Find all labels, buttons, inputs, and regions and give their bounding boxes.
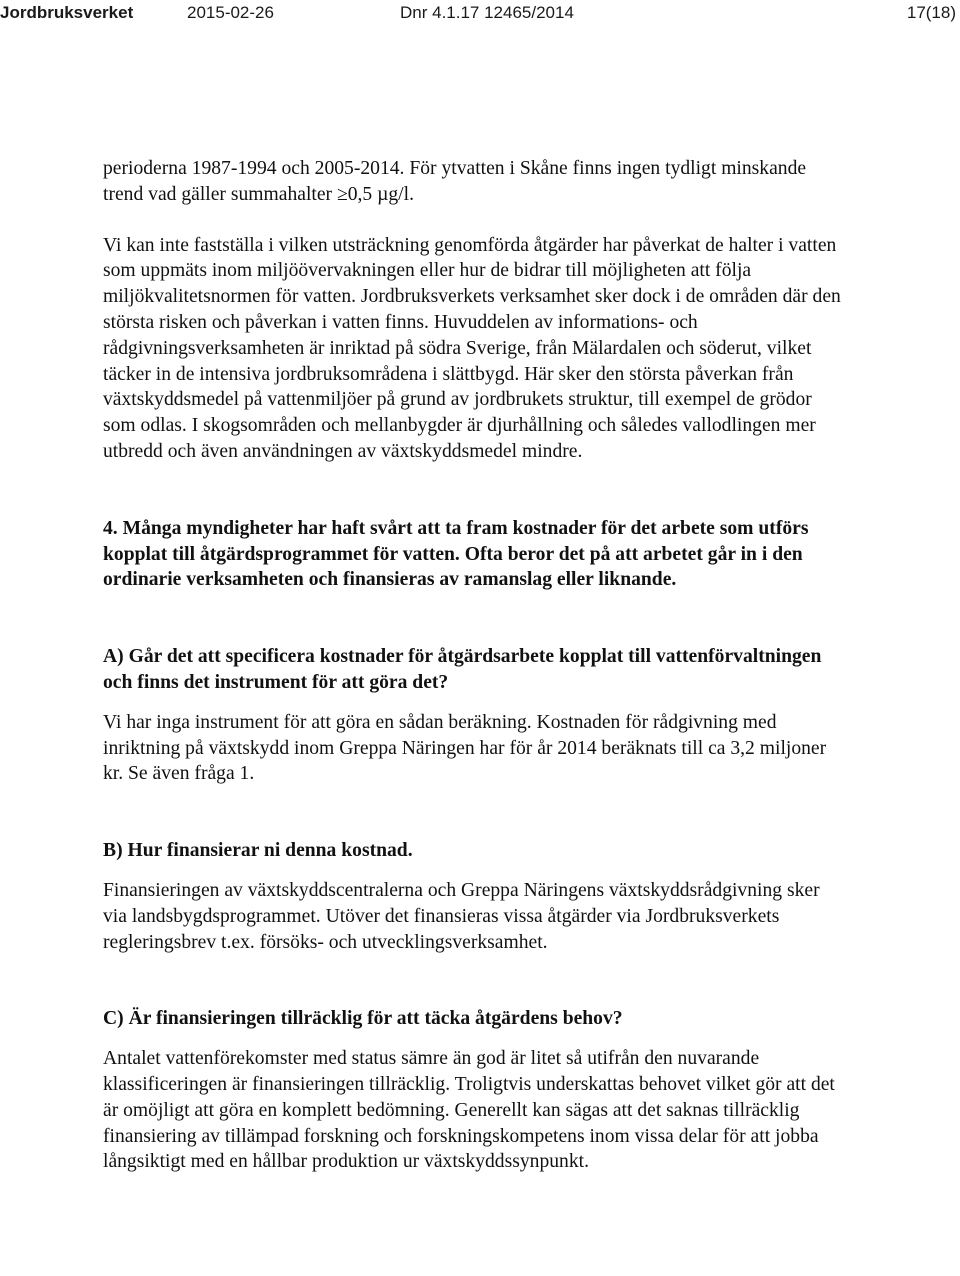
header-date: 2015-02-26 — [187, 3, 274, 22]
question-4c: C) Är finansieringen tillräcklig för att täcka åtgärdens behov? — [103, 1008, 623, 1030]
answer-4b: Finansieringen av växtskyddscentralerna och Greppa Näringens växtskyddsrådgivning sker via landsbygdsprogrammet. Utöver det finansieras vissa åtgärder via Jordbruksverkets regleringsbrev t.ex. försöks- och utvecklingsverksamhet. — [103, 879, 820, 953]
header-diary-number: Dnr 4.1.17 12465/2014 — [400, 3, 574, 22]
header-organization: Jordbruksverket — [0, 3, 134, 22]
question-4b: B) Hur finansierar ni denna kostnad. — [103, 840, 413, 862]
paragraph-measures-impact: Vi kan inte fastställa i vilken utsträckning genomförda åtgärder har påverkat de halter i vatten som uppmäts inom miljöövervakningen eller hur de bidrar till möjligheten att följa miljökvalitetsnormen för vatten. Jordbruksverkets verksamhet sker dock i de områden där den största risken och påverkan i vatten finns. Huvuddelen av informations- och rådgivningsverksamheten är inriktad på södra Sverige, från Mälardalen och söderut, vilket täcker in de intensiva jordbruksområdena i slättbygd. Här sker den största påverkan från växtskyddsmedel på vattenmiljöer på grund av jordbrukets struktur, till exempel de grödor som odlas. I skogsområden och mellanbygder är djurhållning och således vallodlingen mer utbredd och även användningen av växtskyddsmedel mindre. — [103, 234, 841, 462]
document-body — [103, 156, 843, 1175]
answer-4c: Antalet vattenförekomster med status sämre än god är litet så utifrån den nuvarande klassificeringen är finansieringen tillräcklig. Troligtvis underskattas behovet vilket gör att det är omöjligt att göra en komplett bedömning. Generellt kan sägas att det saknas tillräcklig finansiering av tillämpad forskning och forskningskompetens inom vissa delar för att jobba långsiktigt med en hållbar produktion ur växtskyddssynpunkt. — [103, 1048, 835, 1173]
question-4: 4. Många myndigheter har haft svårt att ta fram kostnader för det arbete som utförs kopplat till åtgärdsprogrammet för vatten. Ofta beror det på att arbetet går in i den ordinarie verksamheten och finansieras av ramanslag eller liknande. — [103, 517, 809, 591]
answer-4a: Vi har inga instrument för att göra en sådan beräkning. Kostnaden för rådgivning med inriktning på växtskydd inom Greppa Näringen har för år 2014 beräknats till ca 3,2 miljoner kr. Se även fråga 1. — [103, 711, 827, 785]
paragraph-trend-continuation: perioderna 1987-1994 och 2005-2014. För ytvatten i Skåne finns ingen tydligt minskande trend vad gäller summahalter ≥0,5 µg/l. — [103, 158, 807, 205]
question-4a: A) Går det att specificera kostnader för åtgärdsarbete kopplat till vattenförvaltningen och finns det instrument för att göra det? — [103, 646, 822, 693]
page-header — [0, 3, 960, 29]
header-page-number: 17(18) — [906, 3, 956, 22]
